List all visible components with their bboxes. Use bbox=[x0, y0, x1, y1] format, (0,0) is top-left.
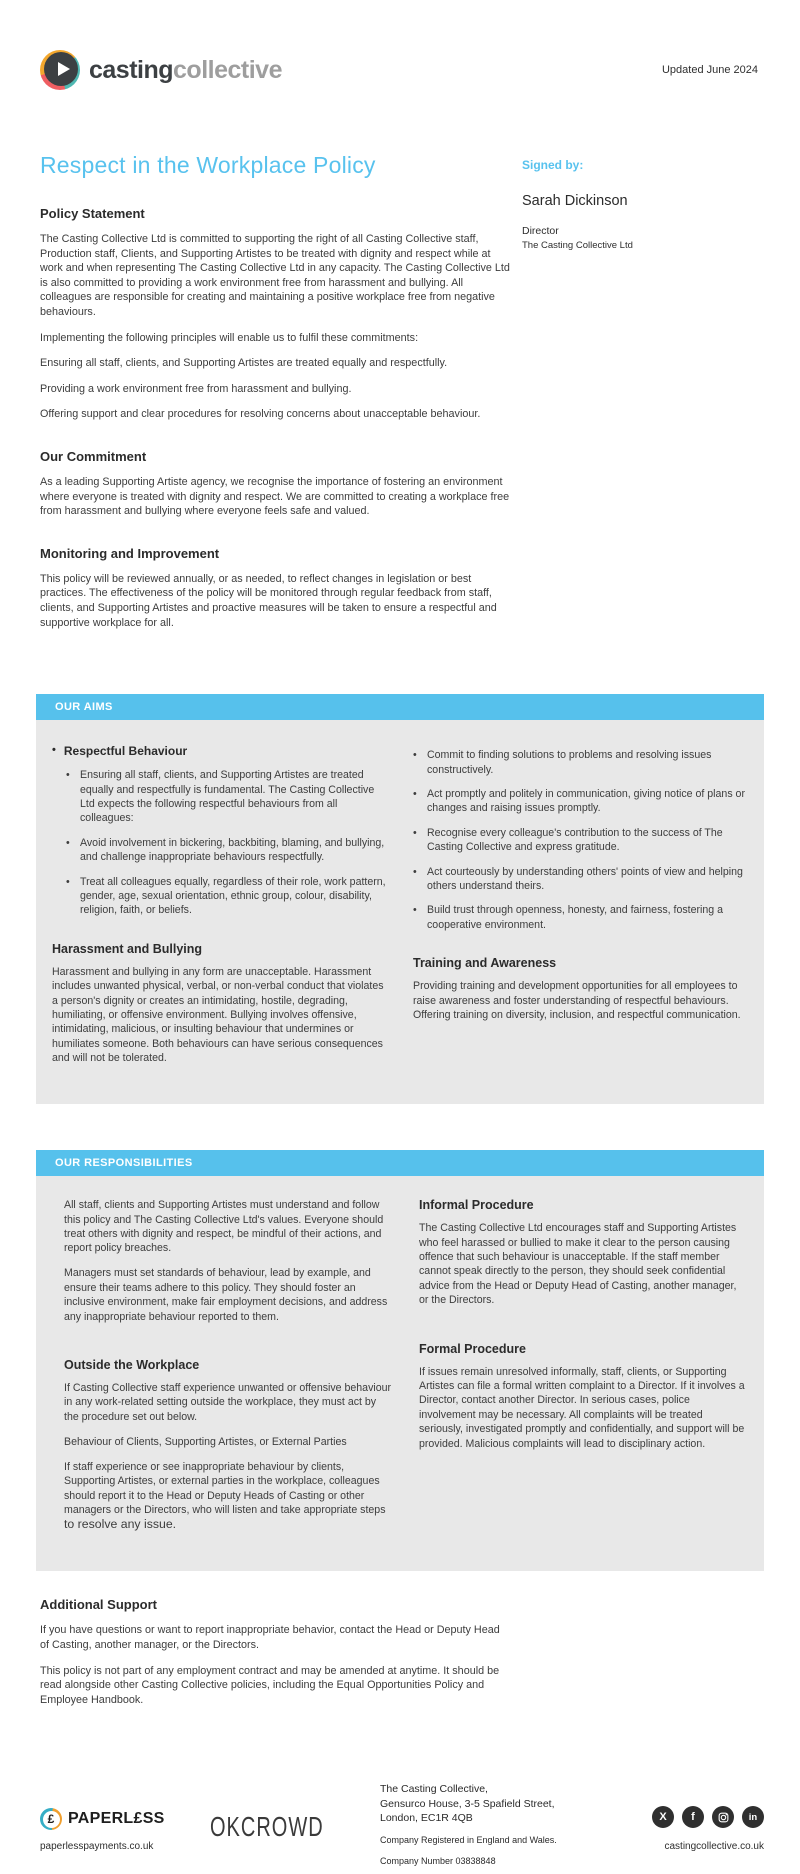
page-title: Respect in the Workplace Policy bbox=[40, 152, 376, 178]
list-item: • Recognise every colleague's contribution to the success of The Casting Collective and express gratitude. bbox=[413, 826, 748, 855]
our-commitment-paragraph: As a leading Supporting Artiste agency, we recognise the importance of fostering an environment where everyone is treated with dignity and respect. We are committed to creating a workplace free from harassment and bullying where everyone feels safe and valued. bbox=[40, 475, 510, 518]
instagram-icon[interactable] bbox=[712, 1806, 734, 1828]
responsibilities-right-column bbox=[419, 1194, 748, 1543]
list-item: • Ensuring all staff, clients, and Supporting Artistes are treated equally and respectfully is fundamental. The Casting Collective Ltd expects the following respectful behaviours from all colleagues: bbox=[66, 768, 387, 826]
outside-workplace-heading: Outside the Workplace bbox=[64, 1358, 200, 1373]
signatory-company: The Casting Collective Ltd bbox=[522, 240, 633, 251]
responsibilities-left-column bbox=[52, 1194, 393, 1543]
bullet-icon: • bbox=[52, 744, 56, 757]
list-item: • Treat all colleagues equally, regardless of their role, work pattern, gender, age, sexual orientation, ethnic group, colour, disability, religion, faith, or beliefs. bbox=[66, 875, 387, 918]
footer bbox=[40, 1782, 764, 1868]
policy-statement-paragraph: Ensuring all staff, clients, and Supporting Artistes are treated equally and respectfully. bbox=[40, 357, 448, 370]
signatory-role: Director bbox=[522, 225, 559, 237]
address-line: London, EC1R 4QB bbox=[380, 1812, 473, 1824]
resolve-issue-emphasis: to resolve any issue. bbox=[64, 1517, 177, 1532]
facebook-icon[interactable]: f bbox=[682, 1806, 704, 1828]
linkedin-icon[interactable]: in bbox=[742, 1806, 764, 1828]
casting-collective-logo-icon bbox=[40, 50, 80, 90]
our-aims-bar: OUR AIMS bbox=[36, 694, 764, 720]
report-procedure-paragraph: If staff experience or see inappropriate behaviour by clients, Supporting Artistes, or external parties in the workplace, colleagues should report it to the Head or Deputy Heads of Casting or other managers or the Directors, who will listen and take appropriate steps to resolve any issue. bbox=[64, 1460, 386, 1532]
paperless-name: PAPERL£SS bbox=[68, 1810, 165, 1827]
respectful-behaviour-list bbox=[66, 768, 387, 918]
formal-procedure-heading: Formal Procedure bbox=[419, 1341, 526, 1356]
our-aims-right-column bbox=[413, 738, 748, 1076]
updated-date: Updated June 2024 bbox=[661, 64, 758, 76]
intro-section bbox=[0, 152, 800, 630]
additional-support-paragraph: This policy is not part of any employment contract and may be amended at anytime. It should be read alongside other Casting Collective policies, including the Equal Opportunities Policy and Employee Handbook. bbox=[40, 1664, 500, 1706]
list-item: • Build trust through openness, honesty, and fairness, fostering a cooperative environment. bbox=[413, 903, 748, 932]
signed-by-label: Signed by: bbox=[522, 158, 584, 172]
play-icon bbox=[44, 52, 78, 86]
responsibilities-paragraph: Managers must set standards of behaviour, lead by example, and ensure their teams adhere to this policy. They should foster an inclusive environment, make fair employment decisions, and address any inappropriate behaviour reported to them. bbox=[64, 1267, 388, 1323]
website-link[interactable]: castingcollective.co.uk bbox=[664, 1841, 764, 1852]
list-item: • Act courteously by understanding others' points of view and helping others understand theirs. bbox=[413, 865, 748, 894]
our-aims-left-column bbox=[52, 738, 387, 1076]
additional-support-paragraph: If you have questions or want to report inappropriate behavior, contact the Head or Deputy Head of Casting, another manager, or the Directors. bbox=[40, 1624, 500, 1652]
policy-statement-paragraph: The Casting Collective Ltd is committed to supporting the right of all Casting Collective staff, Production staff, Clients, and Supporting Artistes to be treated with dignity and respect while at work and when representing The Casting Collective Ltd in any capacity. The Casting Collective Ltd is also committed to providing a work environment free from harassment and bullying. All colleagues are responsible for creating and maintaining a positive workplace free from negative behaviours. bbox=[40, 233, 510, 318]
our-commitment-heading: Our Commitment bbox=[40, 448, 147, 464]
informal-procedure-paragraph: The Casting Collective Ltd encourages staff and Supporting Artistes who feel harassed or bullied to make it clear to the person causing offence that such behaviour is unacceptable. If the staff member cannot speak directly to the person, they should seek confidential advice from the Head or Deputy Head of Casting, another manager, or the Directors. bbox=[419, 1222, 737, 1307]
monitoring-heading: Monitoring and Improvement bbox=[40, 545, 220, 561]
company-address-block bbox=[380, 1782, 610, 1868]
okcrowd-logo: OKCROWD bbox=[210, 1812, 324, 1843]
paperless-pound-icon: £ bbox=[40, 1808, 62, 1830]
signature-block bbox=[522, 152, 760, 630]
social-block bbox=[652, 1806, 764, 1852]
casting-collective-logo bbox=[40, 50, 282, 90]
address-line: Gensurco House, 3-5 Spafield Street, bbox=[380, 1797, 555, 1810]
social-icons-row bbox=[652, 1806, 764, 1828]
company-number-line: Company Number 03838848 bbox=[380, 1855, 496, 1866]
aims-list bbox=[413, 748, 748, 932]
header bbox=[0, 0, 800, 90]
policy-statement-paragraph: Implementing the following principles will enable us to fulfil these commitments: bbox=[40, 331, 419, 344]
respectful-behaviour-title: • Respectful Behaviour bbox=[52, 744, 188, 759]
our-aims-box bbox=[36, 720, 764, 1104]
our-aims-section bbox=[36, 694, 764, 1104]
list-item: • Avoid involvement in bickering, backbiting, blaming, and bullying, and challenge inappropriate behaviours respectfully. bbox=[66, 836, 387, 865]
x-twitter-icon[interactable]: X bbox=[652, 1806, 674, 1828]
list-item: • Act promptly and politely in communication, giving notice of plans or changes and raising issues promptly. bbox=[413, 787, 748, 816]
harassment-bullying-heading: Harassment and Bullying bbox=[52, 941, 203, 956]
company-registration-line: Company Registered in England and Wales. bbox=[380, 1834, 557, 1845]
logo-wordmark bbox=[89, 56, 282, 85]
policy-statement-paragraph: Offering support and clear procedures for resolving concerns about unacceptable behaviour. bbox=[40, 408, 481, 421]
responsibilities-paragraph: All staff, clients and Supporting Artistes must understand and follow this policy and The Casting Collective Ltd's values. Everyone should treat others with dignity and respect, be mindful of their actions, and report policy breaches. bbox=[64, 1199, 384, 1255]
behaviour-clients-line: Behaviour of Clients, Supporting Artistes, or External Parties bbox=[64, 1435, 347, 1448]
policy-statement-heading: Policy Statement bbox=[40, 206, 145, 221]
signatory-name: Sarah Dickinson bbox=[522, 193, 628, 209]
training-awareness-paragraph: Providing training and development opportunities for all employees to raise awareness and foster understanding of respectful behaviours. Offering training on diversity, inclusion, and respectful communication. bbox=[413, 980, 741, 1021]
training-awareness-heading: Training and Awareness bbox=[413, 956, 557, 971]
logo-word-casting: casting bbox=[89, 55, 174, 84]
formal-procedure-paragraph: If issues remain unresolved informally, staff, clients, or Supporting Artistes can file a formal written complaint to a Director. If it involves a Director, contact another Director. In serious cases, police involvement may be necessary. All complaints will be treated seriously, investigated promptly and confidentially, and support will be provided. Malicious complaints will lead to disciplinary action. bbox=[419, 1365, 745, 1450]
monitoring-paragraph: This policy will be reviewed annually, or as needed, to reflect changes in legislation or best practices. The effectiveness of the policy will be monitored through regular feedback from staff, clients, and Supporting Artistes and proactive measures will be taken to ensure a respectful and supportive workplace for all. bbox=[40, 572, 497, 629]
okcrowd-block bbox=[210, 1812, 325, 1843]
additional-support-section bbox=[0, 1597, 800, 1707]
informal-procedure-heading: Informal Procedure bbox=[419, 1198, 534, 1213]
our-responsibilities-bar: OUR RESPONSIBILITIES bbox=[36, 1150, 764, 1176]
intro-main-column bbox=[40, 152, 512, 630]
outside-workplace-paragraph: If Casting Collective staff experience unwanted or offensive behaviour in any work-related setting outside the workplace, they must act by the procedure set out below. bbox=[64, 1382, 392, 1423]
paperless-url-link[interactable]: paperlesspayments.co.uk bbox=[40, 1841, 154, 1852]
paperless-block bbox=[40, 1808, 210, 1852]
additional-support-heading: Additional Support bbox=[40, 1597, 157, 1613]
our-responsibilities-section bbox=[36, 1150, 764, 1571]
paperless-logo bbox=[40, 1808, 210, 1830]
address-line: The Casting Collective, bbox=[380, 1783, 488, 1795]
our-responsibilities-box bbox=[36, 1176, 764, 1571]
list-item: • Commit to finding solutions to problems and resolving issues constructively. bbox=[413, 748, 748, 777]
harassment-bullying-paragraph: Harassment and bullying in any form are unacceptable. Harassment includes unwanted physical, verbal, or non-verbal conduct that violates a person's dignity or creates an intimidating, hostile, degrading, humiliating, or offensive environment. Bullying involves offensive, intimidating, malicious, or insulting behaviour that undermines or humiliates someone. Both behaviours can have serious consequences and will not be tolerated. bbox=[52, 965, 384, 1065]
logo-word-collective: collective bbox=[173, 55, 282, 84]
policy-statement-paragraph: Providing a work environment free from harassment and bullying. bbox=[40, 382, 352, 395]
